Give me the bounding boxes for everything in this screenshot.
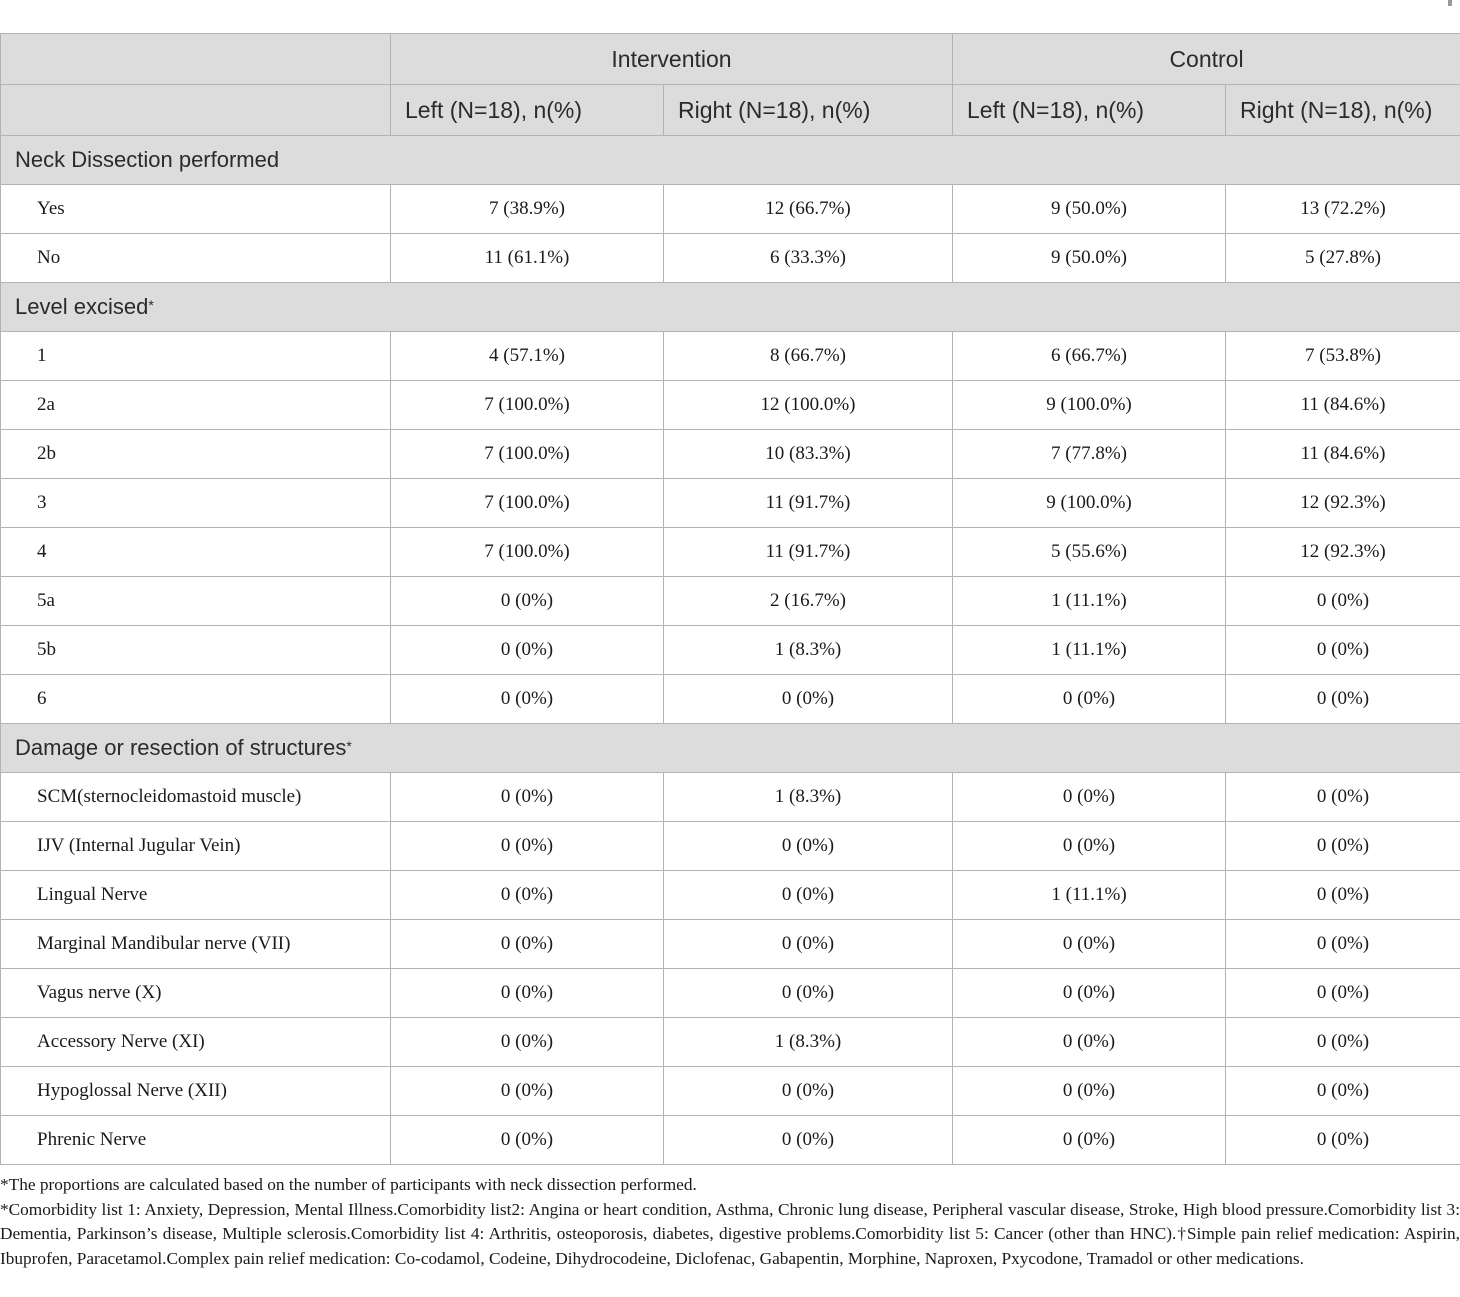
sub-header-intervention-left: Left (N=18), n(%) [391,85,664,136]
footnote-comorbidity: *Comorbidity list 1: Anxiety, Depression, Mental Illness.Comorbidity list2: Angina or heart condition, Asthma, Chronic lung disease, Peripheral vascular disease, Stroke, High blood pressure.Comorbidity list 3: Dementia, Parkinson’s disease, Multiple sclerosis.Comorbidity list 4: Arthritis, osteoporosis, diabetes, digestive problems.Comorbidity list 5: Cancer (other than HNC).†Simple pain relief medication: Aspirin, Ibuprofen, Paracetamol.Complex pain relief medication: Co-codamol, Codeine, Dihydrocodeine, Diclofenac, Gabapentin, Morphine, Naproxen, Pxycodone, Tramadol or other medications. [0,1199,1460,1268]
value-cell: 7 (100.0%) [391,479,664,528]
sub-header-control-left: Left (N=18), n(%) [953,85,1226,136]
value-cell: 12 (66.7%) [664,185,953,234]
value-cell: 0 (0%) [664,822,953,871]
table-row [1,822,1460,871]
value-cell: 2 (16.7%) [664,577,953,626]
table-row [1,332,1460,381]
table-row [1,871,1460,920]
value-cell: 0 (0%) [1226,773,1460,822]
value-cell: 11 (61.1%) [391,234,664,283]
value-cell: 0 (0%) [1226,577,1460,626]
value-cell: 0 (0%) [953,773,1226,822]
value-cell: 0 (0%) [391,1116,664,1165]
value-cell: 5 (27.8%) [1226,234,1460,283]
value-cell: 0 (0%) [953,920,1226,969]
row-label: 6 [1,675,391,724]
row-label: 2b [1,430,391,479]
table-row [1,185,1460,234]
value-cell: 0 (0%) [953,1067,1226,1116]
value-cell: 0 (0%) [1226,920,1460,969]
table-row [1,626,1460,675]
table-row [1,773,1460,822]
sub-header-row [1,85,1460,136]
value-cell: 7 (53.8%) [1226,332,1460,381]
section-title-text: Level excised [15,294,149,319]
value-cell: 1 (8.3%) [664,773,953,822]
results-table [0,33,1460,1165]
header-empty-cell [1,85,391,136]
row-label: Lingual Nerve [1,871,391,920]
table-row [1,969,1460,1018]
value-cell: 0 (0%) [391,1018,664,1067]
value-cell: 0 (0%) [391,773,664,822]
value-cell: 0 (0%) [1226,969,1460,1018]
value-cell: 1 (11.1%) [953,626,1226,675]
value-cell: 0 (0%) [1226,1116,1460,1165]
row-label: 4 [1,528,391,577]
value-cell: 0 (0%) [391,626,664,675]
value-cell: 1 (11.1%) [953,577,1226,626]
section-title-text: Neck Dissection performed [15,147,280,172]
row-label: No [1,234,391,283]
value-cell: 0 (0%) [1226,626,1460,675]
value-cell: 13 (72.2%) [1226,185,1460,234]
value-cell: 7 (100.0%) [391,381,664,430]
value-cell: 0 (0%) [1226,871,1460,920]
value-cell: 0 (0%) [1226,1067,1460,1116]
table-row [1,381,1460,430]
value-cell: 1 (11.1%) [953,871,1226,920]
table-body [1,136,1460,1165]
row-label: 5a [1,577,391,626]
value-cell: 0 (0%) [953,1018,1226,1067]
value-cell: 9 (50.0%) [953,185,1226,234]
section-title [1,283,1460,332]
value-cell: 0 (0%) [1226,675,1460,724]
value-cell: 0 (0%) [391,920,664,969]
section-header-row [1,724,1460,773]
row-label: 1 [1,332,391,381]
value-cell: 0 (0%) [664,871,953,920]
value-cell: 0 (0%) [391,577,664,626]
table-row [1,675,1460,724]
value-cell: 11 (91.7%) [664,528,953,577]
footnote-marker: * [148,297,154,313]
value-cell: 9 (100.0%) [953,479,1226,528]
value-cell: 11 (84.6%) [1226,381,1460,430]
row-label: 2a [1,381,391,430]
row-label: Phrenic Nerve [1,1116,391,1165]
value-cell: 0 (0%) [664,920,953,969]
value-cell: 4 (57.1%) [391,332,664,381]
table-row [1,528,1460,577]
value-cell: 0 (0%) [953,969,1226,1018]
value-cell: 0 (0%) [391,822,664,871]
value-cell: 0 (0%) [1226,822,1460,871]
table-row [1,577,1460,626]
value-cell: 11 (91.7%) [664,479,953,528]
value-cell: 0 (0%) [953,1116,1226,1165]
table-row [1,1116,1460,1165]
value-cell: 6 (66.7%) [953,332,1226,381]
value-cell: 0 (0%) [953,675,1226,724]
value-cell: 9 (50.0%) [953,234,1226,283]
footnote-proportions: *The proportions are calculated based on the number of participants with neck dissection performed. [0,1175,697,1194]
row-label: Vagus nerve (X) [1,969,391,1018]
value-cell: 12 (100.0%) [664,381,953,430]
footnotes [0,1173,1460,1271]
table-row [1,430,1460,479]
row-label: Hypoglossal Nerve (XII) [1,1067,391,1116]
row-label: Marginal Mandibular nerve (VII) [1,920,391,969]
value-cell: 0 (0%) [953,822,1226,871]
row-label: 5b [1,626,391,675]
value-cell: 5 (55.6%) [953,528,1226,577]
value-cell: 6 (33.3%) [664,234,953,283]
table-row [1,1067,1460,1116]
value-cell: 7 (38.9%) [391,185,664,234]
value-cell: 0 (0%) [664,969,953,1018]
section-title [1,724,1460,773]
value-cell: 9 (100.0%) [953,381,1226,430]
table-row [1,1018,1460,1067]
group-header-intervention: Intervention [391,34,953,85]
section-header-row [1,136,1460,185]
group-header-control: Control [953,34,1460,85]
page-corner-mark [1448,0,1452,6]
footnote-marker: * [346,738,352,754]
row-label: SCM(sternocleidomastoid muscle) [1,773,391,822]
table-row [1,920,1460,969]
section-title [1,136,1460,185]
value-cell: 0 (0%) [391,675,664,724]
value-cell: 7 (77.8%) [953,430,1226,479]
value-cell: 0 (0%) [391,969,664,1018]
value-cell: 8 (66.7%) [664,332,953,381]
header-empty-cell [1,34,391,85]
value-cell: 7 (100.0%) [391,430,664,479]
value-cell: 1 (8.3%) [664,1018,953,1067]
value-cell: 0 (0%) [391,871,664,920]
table-row [1,234,1460,283]
section-header-row [1,283,1460,332]
value-cell: 11 (84.6%) [1226,430,1460,479]
value-cell: 0 (0%) [664,675,953,724]
section-title-text: Damage or resection of structures [15,735,347,760]
value-cell: 0 (0%) [664,1116,953,1165]
value-cell: 1 (8.3%) [664,626,953,675]
group-header-row [1,34,1460,85]
sub-header-control-right: Right (N=18), n(%) [1226,85,1460,136]
value-cell: 0 (0%) [1226,1018,1460,1067]
value-cell: 10 (83.3%) [664,430,953,479]
sub-header-intervention-right: Right (N=18), n(%) [664,85,953,136]
row-label: 3 [1,479,391,528]
value-cell: 0 (0%) [664,1067,953,1116]
table-row [1,479,1460,528]
row-label: Yes [1,185,391,234]
value-cell: 7 (100.0%) [391,528,664,577]
row-label: Accessory Nerve (XI) [1,1018,391,1067]
row-label: IJV (Internal Jugular Vein) [1,822,391,871]
value-cell: 12 (92.3%) [1226,528,1460,577]
value-cell: 0 (0%) [391,1067,664,1116]
value-cell: 12 (92.3%) [1226,479,1460,528]
